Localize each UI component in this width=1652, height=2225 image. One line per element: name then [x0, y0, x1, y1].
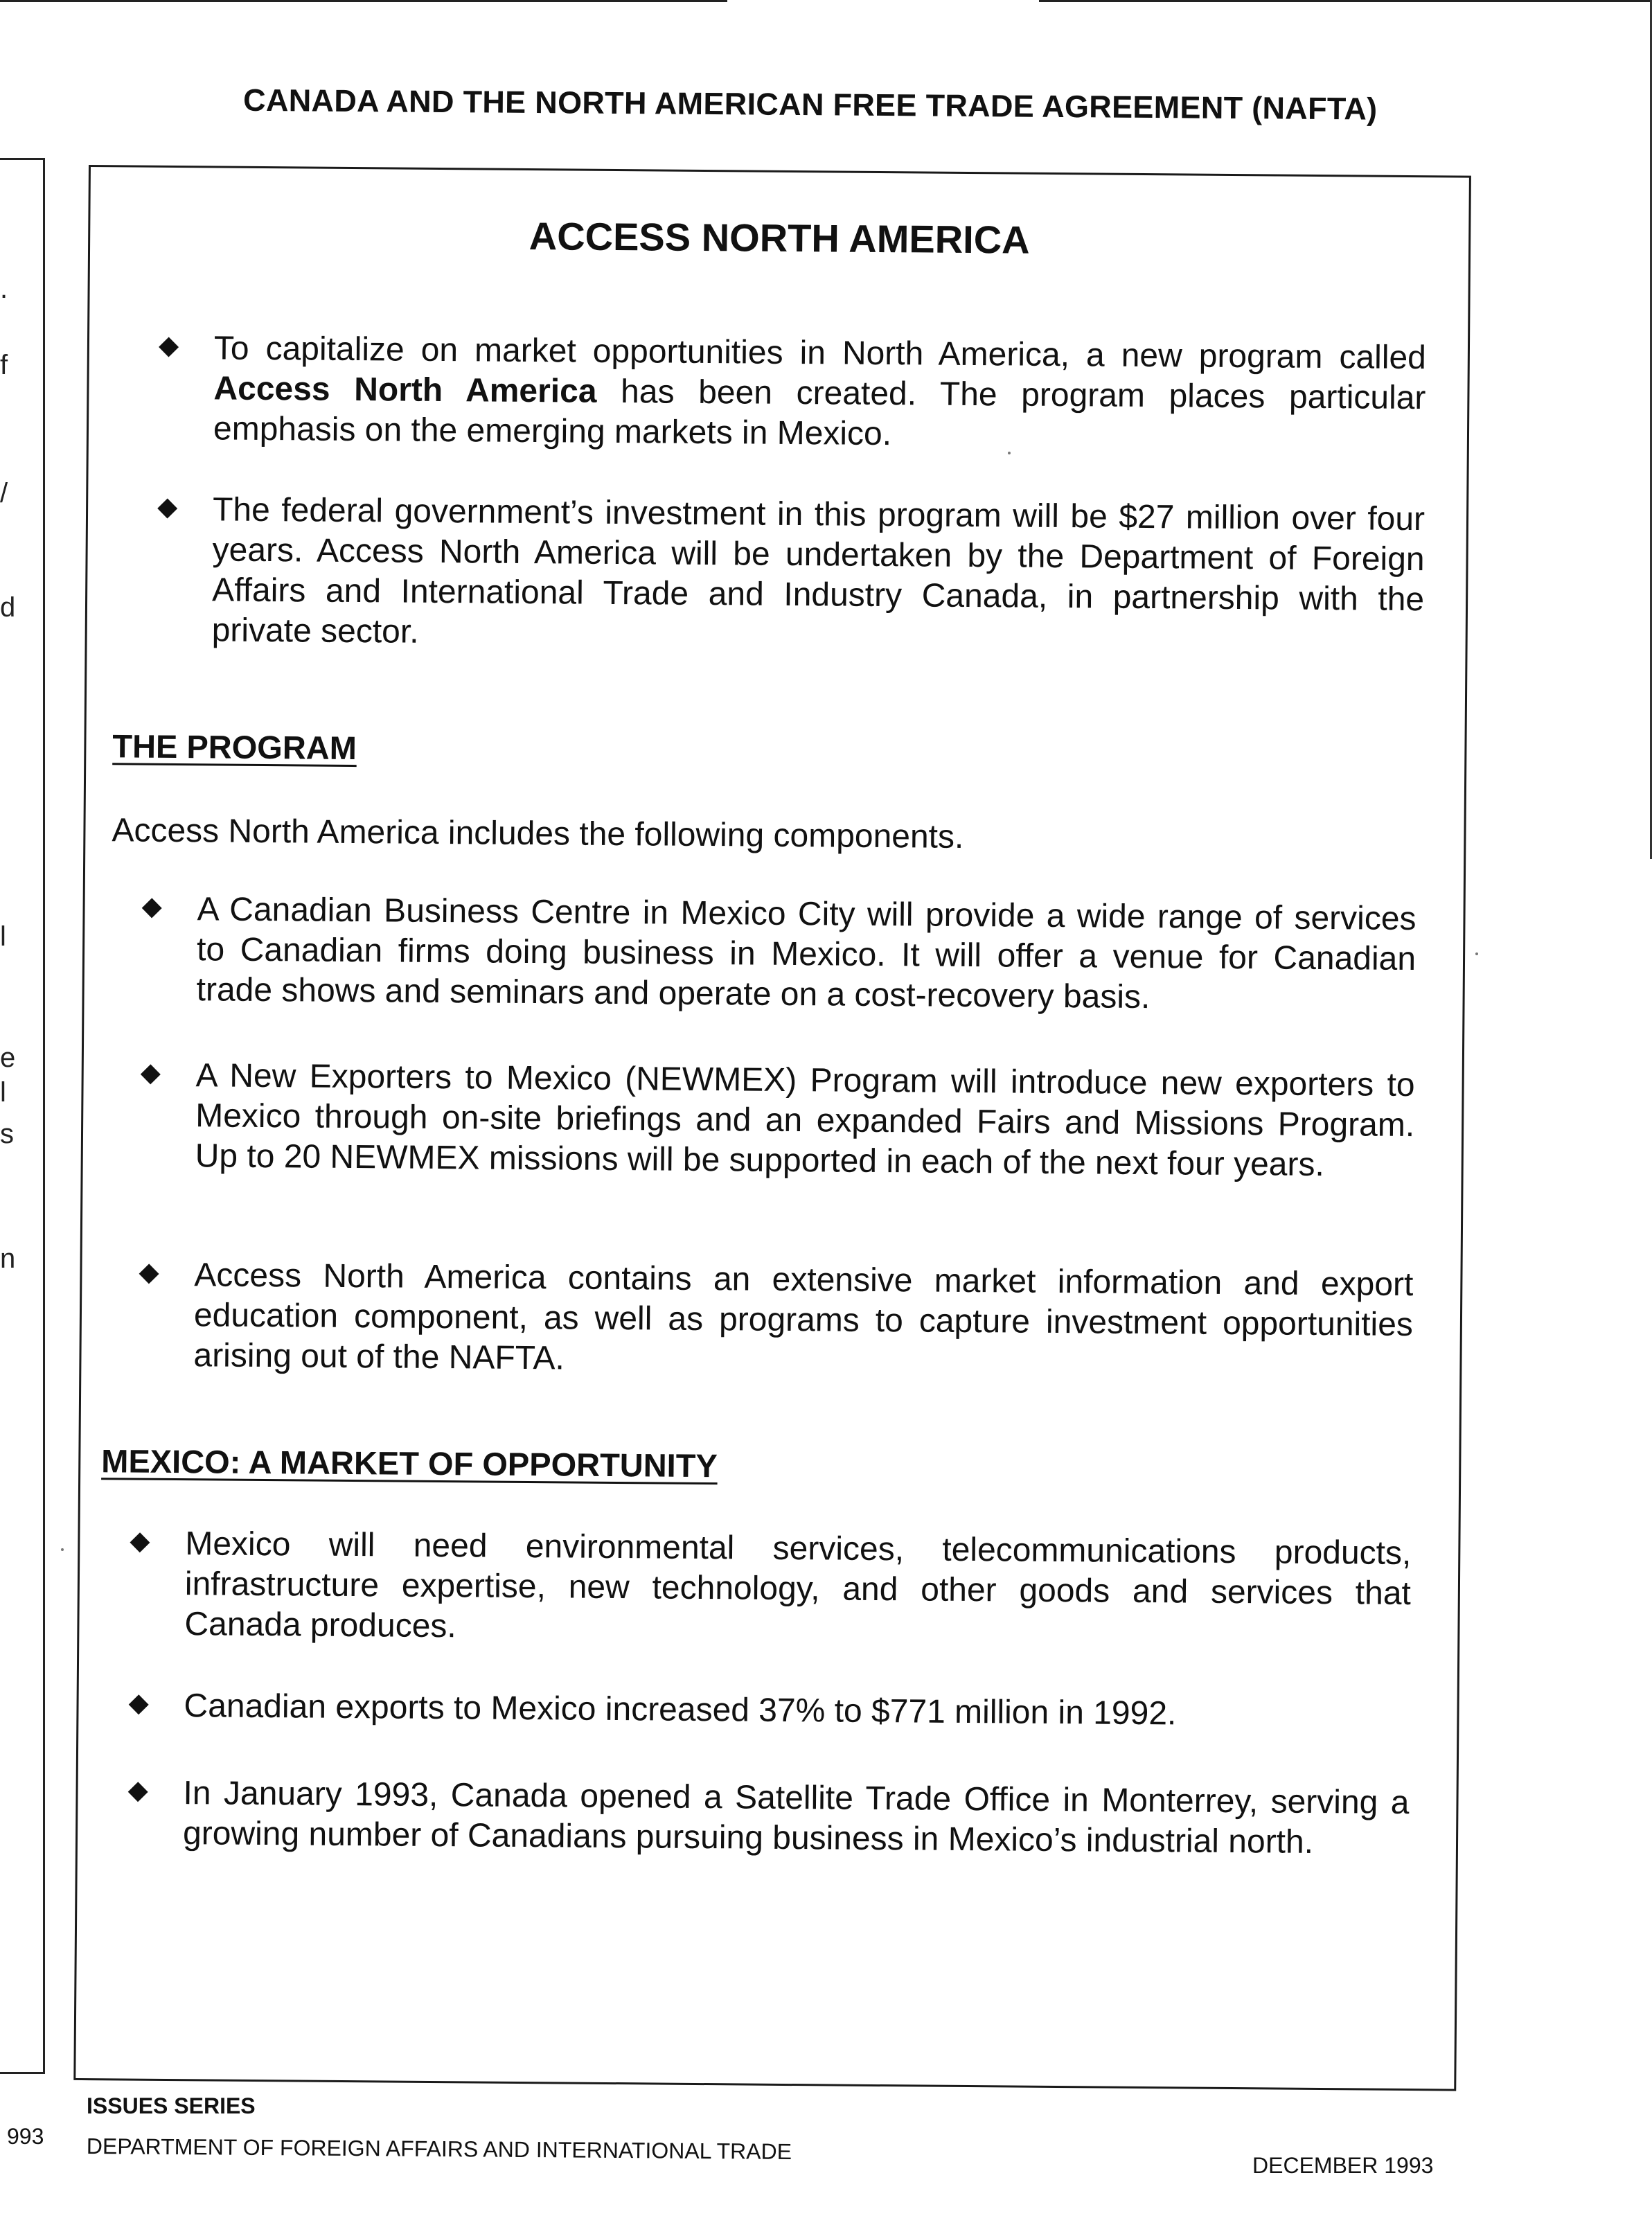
scan-speck — [61, 1548, 64, 1551]
program-bullet-text: A New Exporters to Mexico (NEWMEX) Program will introduce new exporters to Mexico through on-site briefings and an expanded Fairs and Missions Program. Up to 20 NEWMEX missions will be supported in each of the next four years. — [195, 1057, 1415, 1184]
mexico-bullet-text: Mexico will need environmental services, telecommunications products, infrastructure expertise, new technology, and other goods and services that Canada produces. — [184, 1525, 1412, 1645]
adjacent-page-fragment: s — [0, 1119, 14, 1149]
scan-speck — [1475, 952, 1478, 955]
intro-bullet — [157, 490, 1425, 650]
intro-bullet-text: The federal government’s investment in this program will be $27 million over four years. Access North America will be undertaken by the Department of Foreign Affairs and International Trade and Industry Canada, in partnership with the private sector. — [211, 491, 1425, 650]
diamond-bullet-icon: ◆ — [128, 1688, 149, 1718]
box-title: ACCESS NORTH AMERICA — [529, 213, 1030, 262]
program-bullet — [140, 1056, 1415, 1184]
document-header-title: CANADA AND THE NORTH AMERICAN FREE TRADE AGREEMENT (NAFTA) — [242, 82, 1378, 127]
program-bullet — [139, 1255, 1414, 1377]
mexico-bullet — [130, 1524, 1412, 1645]
adjacent-page-fragment: l — [0, 921, 6, 952]
footer-department: DEPARTMENT OF FOREIGN AFFAIRS AND INTERNATIONAL TRADE — [86, 2134, 792, 2164]
diamond-bullet-icon: ◆ — [130, 1526, 150, 1556]
section-heading-program: THE PROGRAM — [112, 727, 357, 767]
diamond-bullet-icon: ◆ — [141, 892, 162, 921]
diamond-bullet-icon: ◆ — [127, 1775, 148, 1805]
intro-bullet-text — [213, 328, 1426, 459]
diamond-bullet-icon: ◆ — [157, 492, 178, 522]
adjacent-page-fragment: l — [0, 1077, 6, 1108]
adjacent-page-fragment: / — [0, 478, 8, 508]
program-bullet — [141, 889, 1416, 1016]
adjacent-page-footer-fragment: 993 — [7, 2124, 44, 2149]
footer-series-label: ISSUES SERIES — [87, 2093, 256, 2118]
program-bullet-text: A Canadian Business Centre in Mexico City will provide a wide range of services to Canadian firms doing business in Mexico. It will offer a venue for Canadian trade shows and seminars and operate on a cost-recovery basis. — [196, 891, 1416, 1016]
adjacent-page-fragment: f — [0, 350, 8, 380]
content-frame — [73, 165, 1471, 2091]
scan-edge-top-right — [1039, 0, 1652, 2]
intro-bullet-text-prefix: To capitalize on market opportunities in North America, a new program called — [213, 330, 1427, 377]
diamond-bullet-icon: ◆ — [139, 1257, 159, 1287]
adjacent-page-fragment: e — [0, 1043, 16, 1073]
adjacent-page-fragment: d — [0, 592, 16, 623]
adjacent-page-fragment: n — [0, 1243, 16, 1274]
diamond-bullet-icon: ◆ — [158, 330, 179, 361]
scan-edge-top-left — [0, 0, 727, 2]
program-bullet-text: Access North America contains an extensive market information and export education component, as well as programs to capture investment opportunities arising out of the NAFTA. — [193, 1257, 1414, 1377]
adjacent-page-fragment: . — [0, 274, 8, 304]
mexico-bullet — [127, 1773, 1410, 1861]
intro-bullet-text-suffix: has been created. The program places particular emphasis on the emerging markets in Mexico. — [213, 373, 1426, 453]
intro-bullet — [158, 328, 1427, 453]
program-name-bold: Access North America — [213, 370, 597, 410]
footer-date: DECEMBER 1993 — [1252, 2153, 1434, 2178]
diamond-bullet-icon: ◆ — [140, 1058, 161, 1088]
section-heading-mexico: MEXICO: A MARKET OF OPPORTUNITY — [101, 1442, 718, 1484]
mexico-bullet-text: In January 1993, Canada opened a Satellite Trade Office in Monterrey, serving a growing number of Canadians pursuing business in Mexico’s industrial north. — [182, 1775, 1410, 1861]
mexico-bullet — [128, 1686, 1410, 1732]
program-intro-text: Access North America includes the following components. — [112, 812, 964, 856]
adjacent-page-border — [0, 158, 45, 2074]
mexico-bullet-text: Canadian exports to Mexico increased 37% to $771 million in 1992. — [184, 1687, 1177, 1732]
